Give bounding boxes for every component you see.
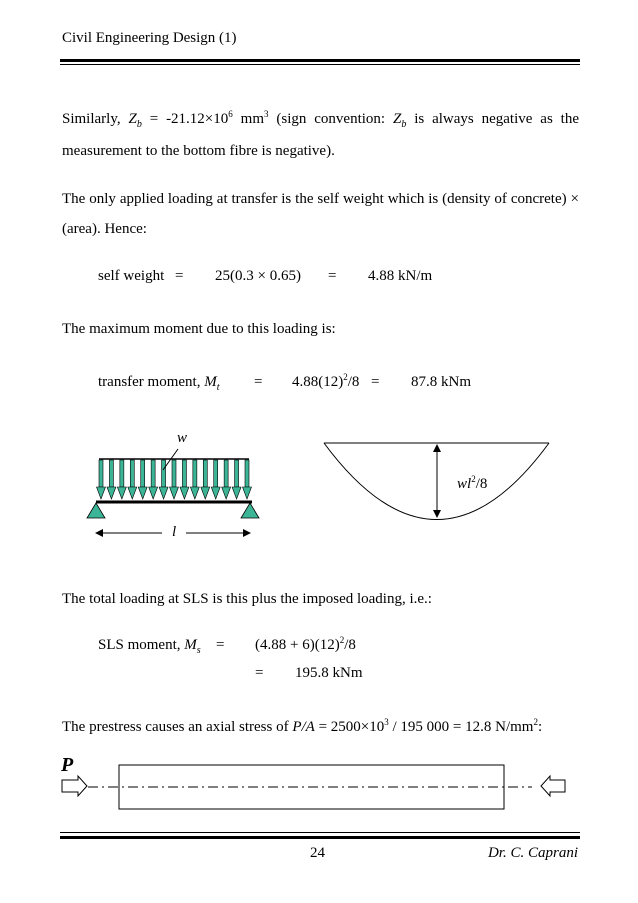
udl-arrow-shaft <box>141 460 145 487</box>
udl-arrow-head <box>211 487 220 499</box>
transfer-moment-label: transfer moment, $M_t$ <box>98 374 220 393</box>
udl-arrow-shaft <box>193 460 197 487</box>
udl-arrow-head <box>201 487 210 499</box>
udl-arrow-shaft <box>235 460 239 487</box>
transfer-expression: $4.88(12)^2/8$ <box>292 372 360 390</box>
udl-arrow-head <box>190 487 199 499</box>
transfer-equals: = <box>254 374 263 390</box>
author-name: Dr. C. Caprani <box>487 845 578 861</box>
footer-rule-thin <box>60 832 580 833</box>
udl-arrow-head <box>180 487 189 499</box>
moment-label: $wl^2/8$ <box>457 474 488 492</box>
prestress-arrow-left <box>62 776 87 796</box>
udl-arrow-head <box>232 487 241 499</box>
load-label-w: w <box>177 430 188 446</box>
paragraph-zb-line1: Similarly, $Z_b = -21.12\times 10^6$ $mm^3$ (sign convention: $Z_b$ is always negative as the <box>62 109 579 130</box>
udl-arrow-head <box>243 487 252 499</box>
transfer-equals-2: = <box>371 374 380 390</box>
right-support <box>241 503 259 518</box>
udl-load-arrows <box>97 459 252 499</box>
self-weight-label: self weight <box>98 268 165 284</box>
udl-arrow-head <box>222 487 231 499</box>
self-weight-expression: 25(0.3 × 0.65) <box>215 268 301 284</box>
paragraph-zb-line2: measurement to the bottom fibre is negative). <box>62 143 335 159</box>
self-weight-result: 4.88 kN/m <box>368 268 433 284</box>
udl-arrow-shaft <box>203 460 207 487</box>
paragraph-sls: The total loading at SLS is this plus the imposed loading, i.e.: <box>62 591 432 607</box>
page-number: 24 <box>310 845 325 861</box>
udl-arrow-head <box>128 487 137 499</box>
udl-arrow-shaft <box>182 460 186 487</box>
sls-expression: $(4.88 + 6)(12)^2/8$ <box>255 635 356 653</box>
udl-arrow-shaft <box>130 460 134 487</box>
header-title: Civil Engineering Design (1) <box>62 30 237 46</box>
self-weight-equals-2: = <box>328 268 337 284</box>
udl-arrow-shaft <box>120 460 124 487</box>
udl-arrow-head <box>107 487 116 499</box>
span-label-l: l <box>172 524 177 540</box>
udl-arrow-head <box>138 487 147 499</box>
transfer-result: 87.8 kNm <box>411 374 471 390</box>
paragraph-loading-line2: (area). Hence: <box>62 221 147 237</box>
udl-arrow-shaft <box>224 460 228 487</box>
udl-arrow-shaft <box>172 460 176 487</box>
paragraph-max-moment: The maximum moment due to this loading is: <box>62 321 336 337</box>
udl-arrow-shaft <box>214 460 218 487</box>
footer-rule <box>60 836 580 839</box>
udl-arrow-head <box>149 487 158 499</box>
left-support <box>87 503 105 518</box>
sls-result: 195.8 kNm <box>295 665 363 681</box>
udl-arrow-shaft <box>245 460 249 487</box>
sls-moment-label: SLS moment, $M_s$ <box>98 637 201 656</box>
paragraph-loading-line1: The only applied loading at transfer is the self weight which is (density of concrete) × <box>62 191 579 207</box>
udl-arrow-head <box>117 487 126 499</box>
udl-arrow-head <box>159 487 168 499</box>
prestress-arrow-right <box>541 776 565 796</box>
sls-equals: = <box>216 637 225 653</box>
udl-arrow-head <box>97 487 106 499</box>
udl-arrow-shaft <box>162 460 166 487</box>
paragraph-prestress: The prestress causes an axial stress of $P/A = 2500\times 10^3 / 195$ 000 = 12.8 $N/mm^2$: <box>62 717 543 735</box>
sls-equals-2: = <box>255 665 264 681</box>
prestress-label-p: P <box>61 754 74 776</box>
udl-arrow-shaft <box>151 460 155 487</box>
self-weight-equals: = <box>175 268 184 284</box>
udl-arrow-head <box>170 487 179 499</box>
udl-arrow-shaft <box>109 460 113 487</box>
udl-arrow-shaft <box>99 460 103 487</box>
